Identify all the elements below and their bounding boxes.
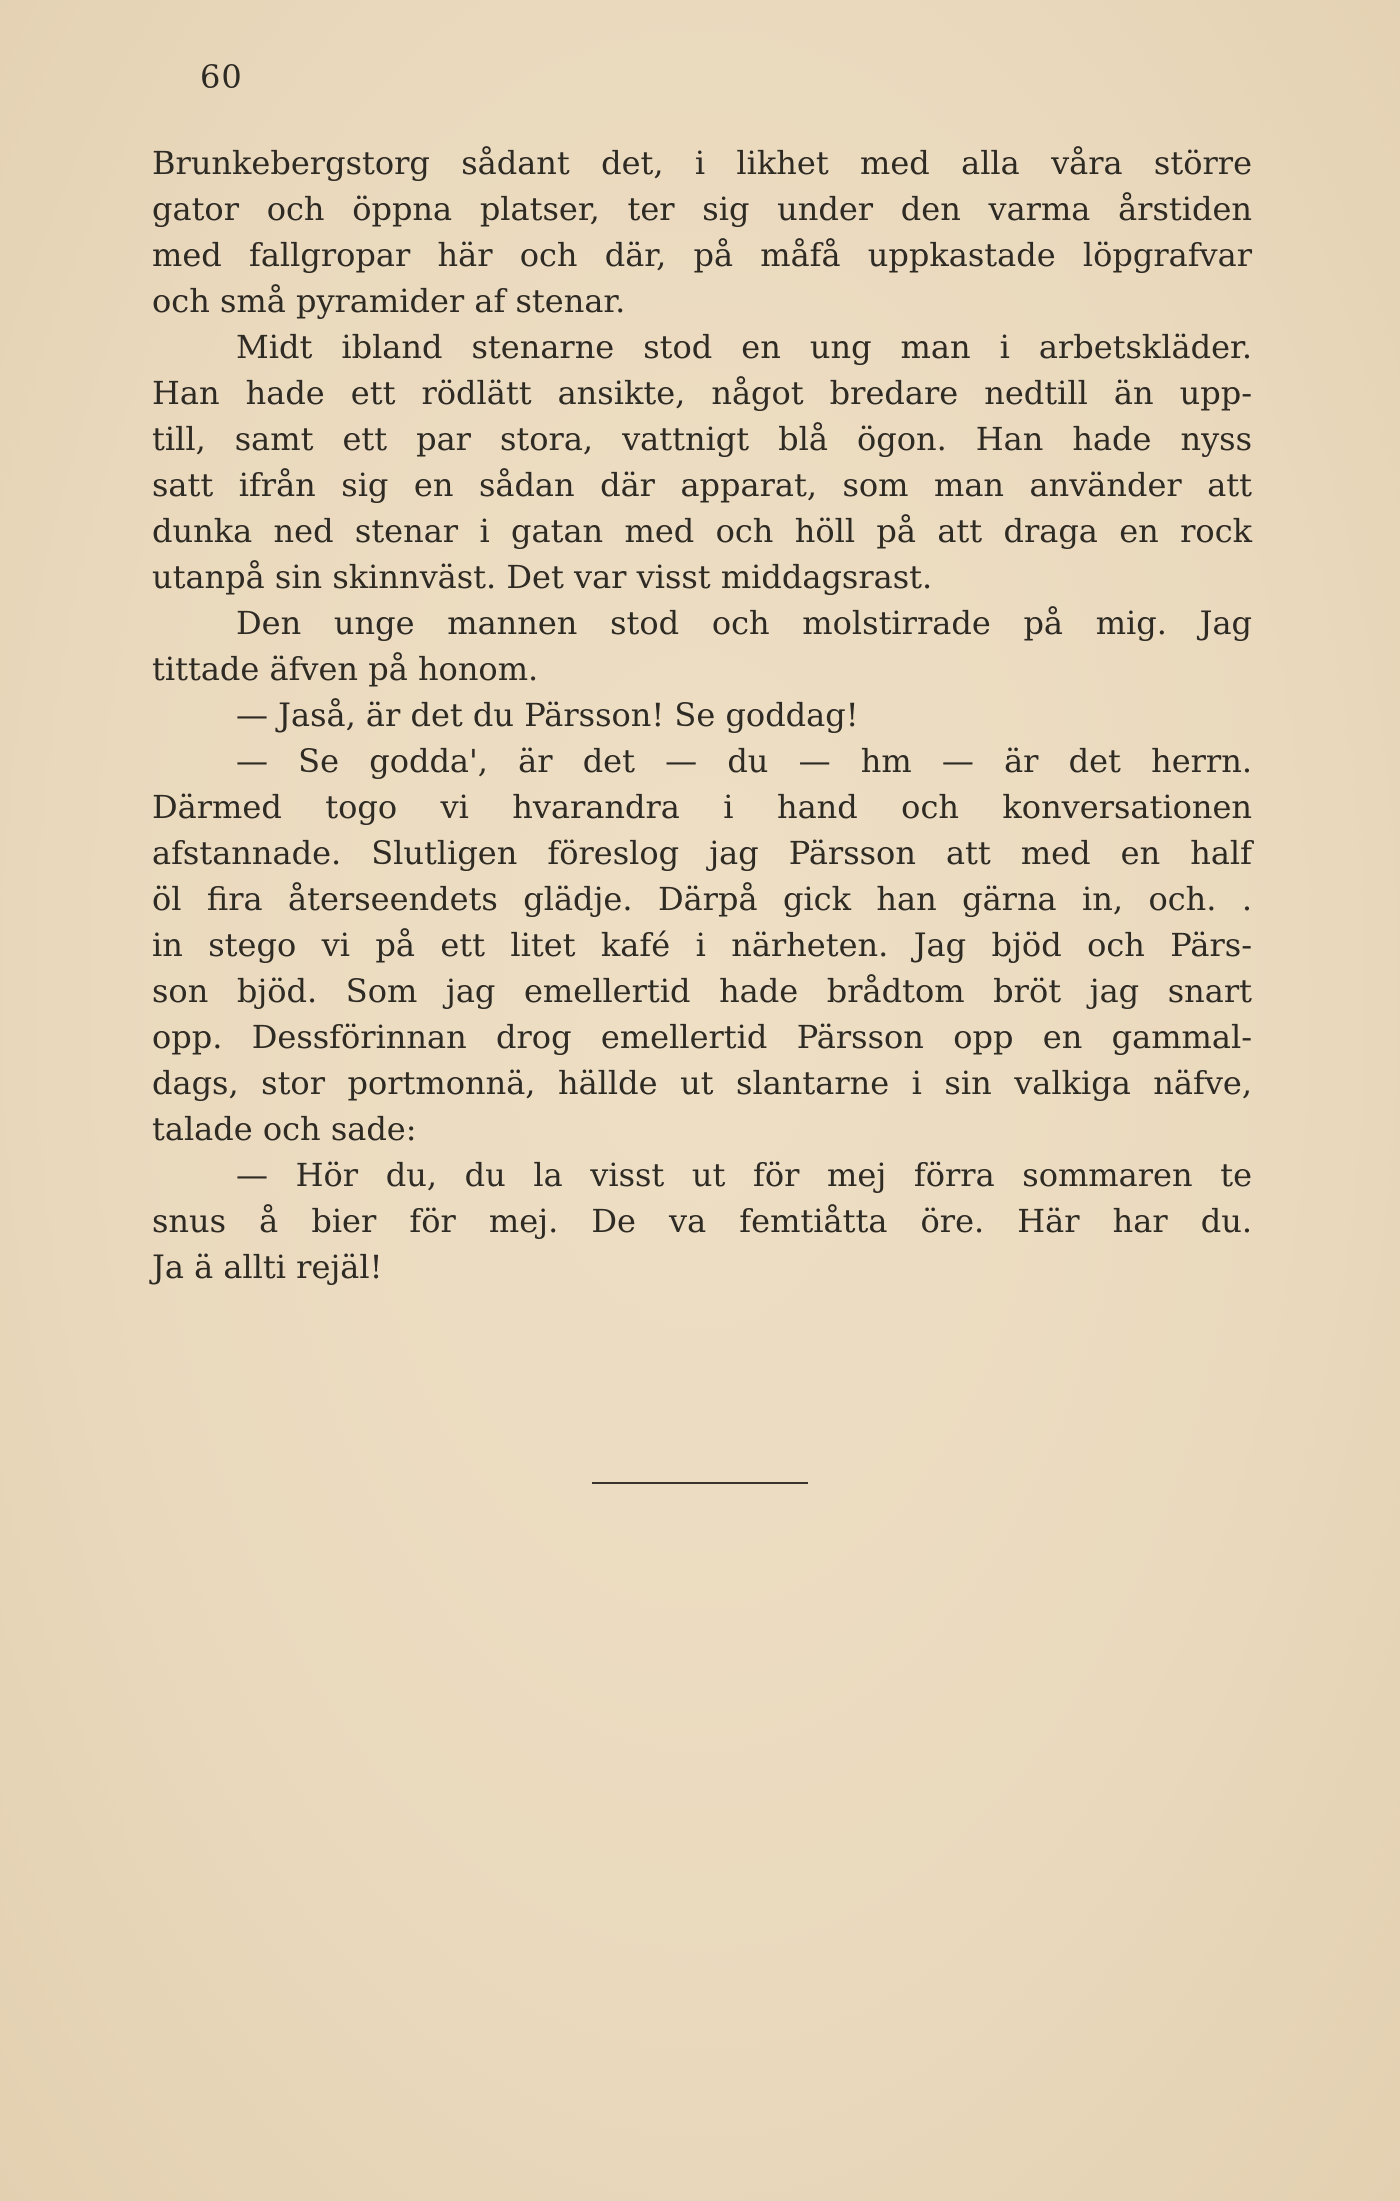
text-line: öl fira återseendets glädje. Därpå gick han gärna in, och. . xyxy=(152,880,1252,918)
text-line: och små pyramider af stenar. xyxy=(152,282,626,320)
text-line: tittade äfven på honom. xyxy=(152,650,539,688)
text-line: snus å bier för mej. De va femtiåtta öre. Här har du. xyxy=(152,1202,1252,1240)
text-line: Den unge mannen stod och molstirrade på mig. Jag xyxy=(236,604,1252,642)
text-line: Ja ä allti rejäl! xyxy=(152,1248,383,1286)
text-line: Brunkebergstorg sådant det, i likhet med alla våra större xyxy=(152,144,1252,182)
text-line: son bjöd. Som jag emellertid hade brådtom bröt jag snart xyxy=(152,972,1252,1010)
dialogue-line: — Hör du, du la visst ut för mej förra sommaren te xyxy=(236,1156,1252,1194)
text-line: Därmed togo vi hvarandra i hand och konversationen xyxy=(152,788,1252,826)
section-divider xyxy=(592,1482,808,1484)
dialogue-line: — Jaså, är det du Pärsson! Se goddag! xyxy=(236,696,859,734)
text-line: afstannade. Slutligen föreslog jag Pärsson att med en half xyxy=(152,834,1252,872)
text-line: dunka ned stenar i gatan med och höll på att draga en rock xyxy=(152,512,1252,550)
text-line: Midt ibland stenarne stod en ung man i arbetskläder. xyxy=(236,328,1252,366)
text-line: med fallgropar här och där, på måfå uppkastade löpgrafvar xyxy=(152,236,1252,274)
text-line: utanpå sin skinnväst. Det var visst middagsrast. xyxy=(152,558,933,596)
text-line: opp. Dessförinnan drog emellertid Pärsson opp en gammal- xyxy=(152,1018,1252,1056)
text-line: satt ifrån sig en sådan där apparat, som man använder att xyxy=(152,466,1252,504)
text-line: talade och sade: xyxy=(152,1110,417,1148)
dialogue-line: — Se godda', är det — du — hm — är det herrn. xyxy=(236,742,1252,780)
page-number: 60 xyxy=(200,58,243,96)
text-line: till, samt ett par stora, vattnigt blå ögon. Han hade nyss xyxy=(152,420,1252,458)
text-line: Han hade ett rödlätt ansikte, något bredare nedtill än upp- xyxy=(152,374,1252,412)
text-line: gator och öppna platser, ter sig under den varma årstiden xyxy=(152,190,1252,228)
text-line: dags, stor portmonnä, hällde ut slantarne i sin valkiga näfve, xyxy=(152,1064,1252,1102)
text-line: in stego vi på ett litet kafé i närheten. Jag bjöd och Pärs- xyxy=(152,926,1252,964)
body-text xyxy=(152,140,1252,1290)
